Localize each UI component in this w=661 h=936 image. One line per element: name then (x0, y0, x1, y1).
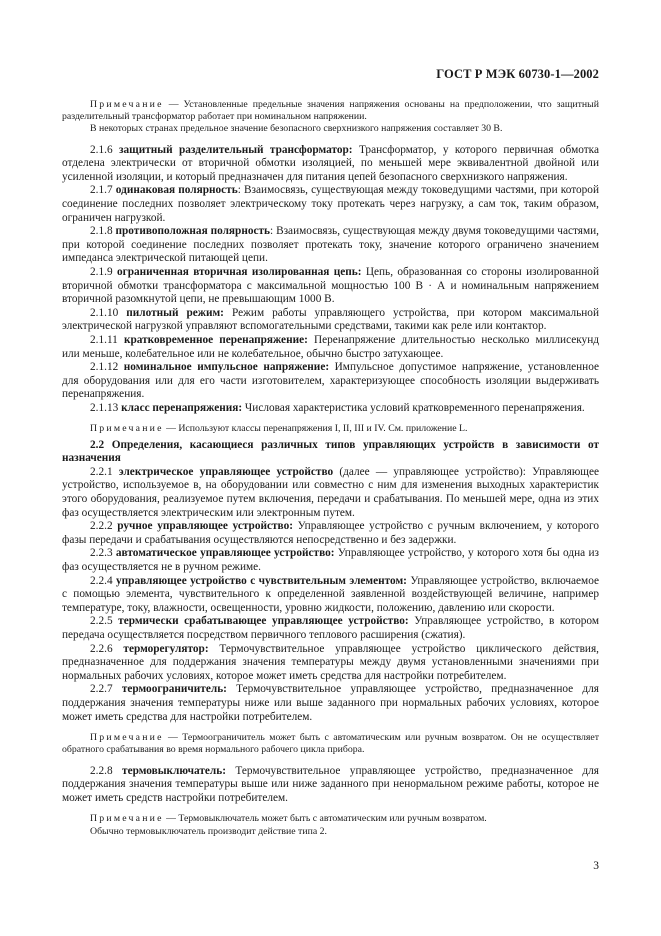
definition-number: 2.2.2 (90, 520, 113, 533)
definition-text: Трансформатор, у которого первичная обмотка отделена электрически от вторичной обмотки изоляцией, по меньшей мере эквивалентной двойной или усиленной изоляции, и который предназначен для питания цепей безопасного сверхнизкого напряжения. (62, 143, 600, 183)
definition-term: термоограничитель: (121, 683, 227, 696)
definition-text: Управляющее устройство, у которого хотя бы одна из фаз осуществляется не в ручном режиме. (62, 547, 599, 574)
definition-term: ограниченная вторичная изолированная цепь: (116, 265, 362, 278)
definition-2-1-7 (62, 184, 599, 225)
definition-number: 2.2.6 (90, 642, 113, 655)
definition-number: 2.1.9 (90, 265, 113, 278)
definition-number: 2.1.11 (90, 333, 118, 346)
definition-number: 2.1.6 (90, 143, 113, 156)
definition-term: автоматическое управляющее устройство: (115, 547, 335, 560)
note-label: Примечание (90, 423, 164, 435)
note-label: Примечание (90, 813, 164, 825)
definition-2-1-13 (62, 402, 599, 416)
page-number: 3 (593, 860, 599, 872)
definition-text: Термочувствительное управляющее устройство циклического действия, предназначенное для поддержания значения температуры между двумя установленными значениями при нормальных рабочих условиях, которое может иметь средства для настройки потребителем. (62, 642, 599, 682)
definition-term: термически срабатывающее управляющее устройство: (118, 615, 409, 628)
definition-number: 2.2.1 (90, 465, 113, 478)
definition-term: номинальное импульсное напряжение: (123, 361, 330, 374)
definition-text: Управляющее устройство, включаемое с помощью элемента, чувствительного к определенной заявленной воздействующей величине, например температуре, току, влажности, освещенности, уровню жидкости, положению, давлению или скорости. (62, 574, 599, 614)
note-voltage-limits: Примечание — Установленные предельные значения напряжения основаны на предположении, что защитный разделительный трансформатор работает при номинальном напряжении. (62, 99, 599, 123)
note-voltage-extra: В некоторых странах предельное значение безопасного сверхнизкого напряжения составляет 30 В. (90, 123, 503, 135)
definition-2-2-5 (62, 615, 599, 642)
document-header: ГОСТ Р МЭК 60730-1—2002 (436, 67, 599, 81)
definitions-2-2 (62, 466, 599, 724)
definition-number: 2.2.7 (90, 683, 113, 696)
note-thermal-cutout: Примечание — Термовыключатель может быть с автоматическим или ручным возвратом. (90, 813, 487, 825)
section-heading-2-2: 2.2 Определения, касающиеся различных типов управляющих устройств в зависимости от назначения (62, 438, 599, 465)
definition-term: управляющее устройство с чувствительным элементом: (116, 574, 407, 587)
definition-number: 2.1.10 (90, 306, 119, 319)
definition-text: : Взаимосвязь, существующая между токоведущими частями, при которой соединение последних позволяет электрическому току протекать через нагрузку, а сам ток, таким образом, ограничен нагрузкой. (62, 184, 599, 224)
definition-term: термовыключатель: (122, 764, 226, 777)
definitions-2-1 (62, 144, 599, 416)
definition-text: : Взаимосвязь, существующая между двумя токоведущими частями, при которой соединение последних позволяет протекать току, значение которого ограничено значением импеданса электрической питающей цепи. (62, 225, 599, 265)
definition-text: Режим работы управляющего устройства, при котором максимальной электрической нагрузкой управляют вспомогательными средствами, такими как реле или контактор. (62, 306, 599, 333)
definition-term: терморегулятор: (123, 642, 209, 655)
definition-2-2-3 (62, 547, 599, 574)
definition-2-1-6 (62, 144, 599, 185)
definition-2-2-8 (62, 765, 599, 806)
note-overvoltage-classes: Примечание — Используют классы перенапряжения I, II, III и IV. См. приложение L. (90, 423, 468, 435)
definition-text: Импульсное допустимое напряжение, установленное для оборудования или для его части изготовителем, характеризующее способность изоляции выдерживать перенапряжения. (62, 361, 600, 401)
note-thermal-limiter: Примечание — Термоограничитель может быть с автоматическим или ручным возвратом. Он не осуществляет обратного срабатывания во время нормального рабочего цикла прибора. (62, 732, 599, 756)
definition-number: 2.2.3 (90, 547, 113, 560)
definition-2-1-12 (62, 361, 599, 402)
note-thermal-cutout-extra: Обычно термовыключатель производит действие типа 2. (90, 825, 327, 837)
definition-2-2-2 (62, 520, 599, 547)
definition-number: 2.2.4 (90, 574, 113, 587)
definition-term: противоположная полярность (115, 225, 271, 238)
definition-2-1-9 (62, 266, 599, 307)
definition-number: 2.1.8 (90, 225, 113, 238)
definition-term: электрическое управляющее устройство (118, 465, 334, 478)
definition-term: пилотный режим: (126, 306, 224, 319)
definition-text: Термочувствительное управляющее устройство, предназначенное для поддержания значения температуры ниже или выше заданного при нормальных рабочих условиях, которое может иметь средства для настройки потребителем. (62, 683, 599, 723)
definition-text: (далее — управляющее устройство): Управляющее устройство, используемое в, на оборудовании или совместно с ним для изменения выходных характеристик этого оборудования, реализуемое путем включения, передачи и срабатывания. По меньшей мере, одна из этих фаз осуществляется электрическим или электронным путем. (62, 465, 599, 519)
note-label: Примечание (90, 732, 164, 744)
definition-2-1-8 (62, 225, 599, 266)
definition-term: класс перенапряжения: (121, 401, 243, 414)
definition-2-2-6 (62, 643, 599, 684)
definition-number: 2.1.13 (90, 401, 119, 414)
definition-text: Цепь, образованная со стороны изолированной вторичной обмотки трансформатора с максимальной мощностью 100 В · А и номинальным напряжением вторичной разомкнутой цепи, не превышающим 1000 В. (62, 265, 600, 306)
note-label: Примечание (90, 99, 164, 110)
definition-text: Перенапряжение длительностью несколько миллисекунд или меньше, колебательное или не колебательное, обычно быстро затухающее. (62, 333, 600, 360)
definition-2-2-4 (62, 575, 599, 616)
definition-2-2-1 (62, 466, 599, 520)
definition-term: защитный разделительный трансформатор: (118, 143, 353, 156)
definition-number: 2.2.5 (90, 615, 113, 628)
definition-text: Термочувствительное управляющее устройство, предназначенное для поддержания значения температуры выше или ниже заданного при ненормальном режиме работы, которое не может иметь средств настройки потребителем. (62, 764, 599, 804)
definition-term: ручное управляющее устройство: (117, 520, 293, 533)
definition-2-2-7 (62, 683, 599, 724)
definition-2-1-10 (62, 307, 599, 334)
definition-text: Управляющее устройство с ручным включением, у которого фазы передачи и срабатывания осуществляются непосредственно и без задержки. (62, 520, 600, 546)
definition-term: одинаковая полярность (115, 184, 238, 197)
definition-text: Числовая характеристика условий кратковременного перенапряжения. (242, 401, 585, 414)
page-content (62, 99, 599, 838)
definition-number: 2.1.12 (90, 361, 119, 374)
definition-term: кратковременное перенапряжение: (123, 333, 308, 346)
definition-number: 2.2.8 (90, 764, 113, 777)
definition-text: Управляющее устройство, в котором передача осуществляется посредством первичного теплового расширения (сжатия). (62, 615, 599, 641)
definition-2-1-11 (62, 334, 599, 361)
definition-number: 2.1.7 (90, 184, 113, 197)
